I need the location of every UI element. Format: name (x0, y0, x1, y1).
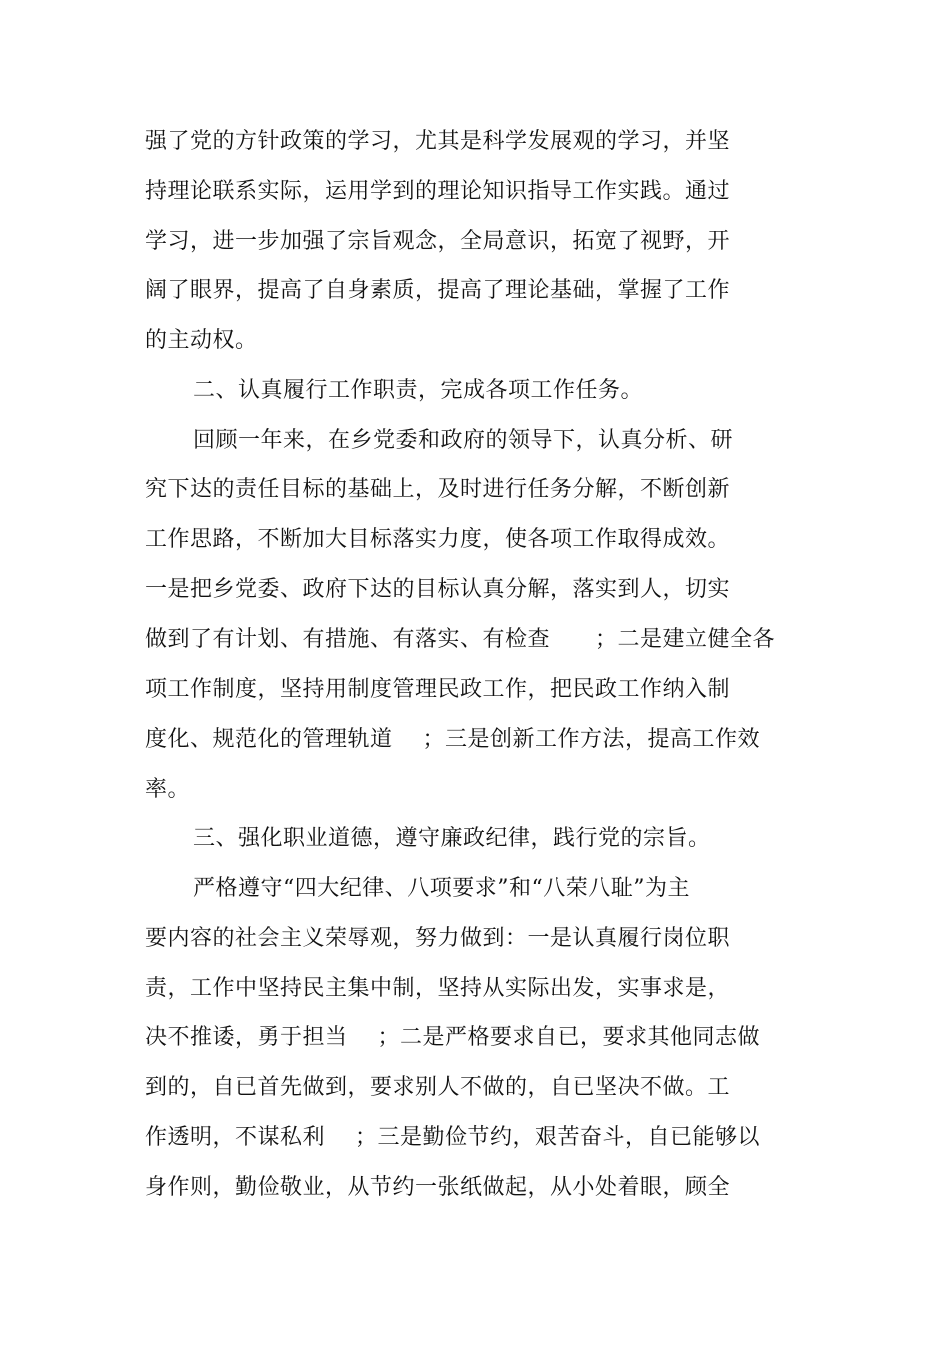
text-line: 严格遵守“四大纪律、八项要求”和“八荣八耻”为主 (193, 876, 690, 901)
text-line: 项工作制度，坚持用制度管理民政工作，把民政工作纳入制 (145, 677, 731, 702)
text-line: 究下达的责任目标的基础上，及时进行任务分解，不断创新 (145, 477, 731, 502)
text-line: 回顾一年来，在乡党委和政府的领导下，认真分析、研 (193, 428, 734, 453)
text-line: 责，工作中坚持民主集中制，坚持从实际出发，实事求是， (145, 976, 731, 1001)
text-line: 作透明，不谋私利 ；三是勤俭节约，艰苦奋斗，自已能够以 (145, 1125, 760, 1150)
text-line: 要内容的社会主义荣辱观，努力做到：一是认真履行岗位职 (145, 926, 731, 951)
text-line: 阔了眼界，提高了自身素质，提高了理论基础，掌握了工作 (145, 278, 731, 303)
text-line: 度化、规范化的管理轨道 ；三是创新工作方法，提高工作效 (145, 727, 760, 752)
text-line: 持理论联系实际，运用学到的理论知识指导工作实践。通过 (145, 179, 731, 204)
text-line: 决不推诿，勇于担当 ；二是严格要求自已，要求其他同志做 (145, 1025, 760, 1050)
section-heading: 二、认真履行工作职责，完成各项工作任务。 (193, 378, 644, 403)
text-line: 一是把乡党委、政府下达的目标认真分解，落实到人，切实 (145, 577, 731, 602)
text-line: 工作思路，不断加大目标落实力度，使各项工作取得成效。 (145, 527, 731, 552)
text-line: 学习，进一步加强了宗旨观念，全局意识，拓宽了视野，开 (145, 229, 731, 254)
text-line: 身作则，勤俭敬业，从节约一张纸做起，从小处着眼，顾全 (145, 1175, 731, 1200)
text-line: 的主动权。 (145, 328, 258, 353)
text-line: 做到了有计划、有措施、有落实、有检查 ；二是建立健全各 (145, 627, 775, 652)
section-heading: 三、强化职业道德，遵守廉政纪律，践行党的宗旨。 (193, 826, 711, 851)
text-line: 到的，自已首先做到，要求别人不做的，自已坚决不做。工 (145, 1075, 731, 1100)
text-line: 强了党的方针政策的学习，尤其是科学发展观的学习，并坚 (145, 129, 731, 154)
text-line: 率。 (145, 777, 191, 802)
